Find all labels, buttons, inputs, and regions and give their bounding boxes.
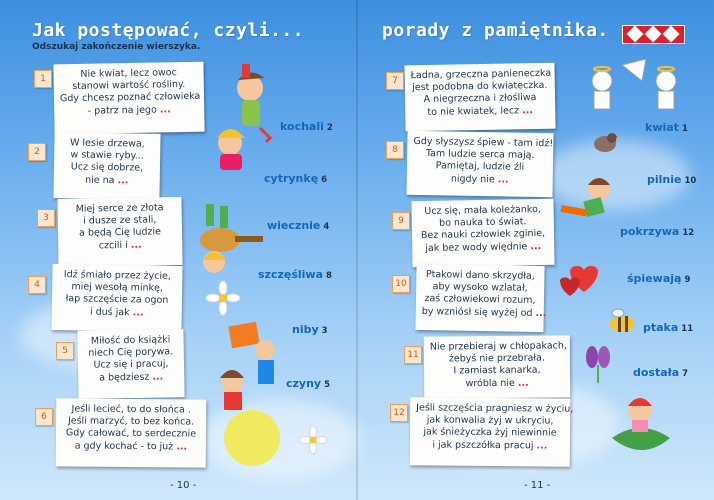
kids-on-ball-illustration xyxy=(210,320,290,470)
card-number-badge: 2 xyxy=(28,143,46,161)
flying-couple-illustration xyxy=(200,58,280,173)
bee-icon xyxy=(604,306,640,336)
answer-word: ptaka 11 xyxy=(643,321,694,334)
card-number-badge: 6 xyxy=(35,408,53,426)
answer-word: pilnie 10 xyxy=(647,173,697,186)
page-number-right: - 11 - xyxy=(524,480,551,491)
poem-card: Gdy słyszysz śpiew - tam idź! Tam ludzie serca mają. Pamiętaj, ludzie źli nigdy nie ... xyxy=(406,131,553,198)
answer-word: wiecznie 4 xyxy=(267,219,330,232)
card-number-badge: 8 xyxy=(386,141,404,159)
page-spine xyxy=(356,0,358,500)
poem-card: Ucz się, mała koleżanko, bo nauka to świat. Bez nauki człowiek zginie, jak bez wody więdnie ... xyxy=(411,199,554,267)
answer-word: kwiat 1 xyxy=(645,121,688,134)
card-number-badge: 1 xyxy=(34,70,52,88)
right-page-title: porady z pamiętnika. xyxy=(382,20,609,41)
hearts-icon xyxy=(556,258,608,300)
decorative-banner xyxy=(622,25,685,44)
poem-card: Nie kwiat, lecz owoc stanowi wartość rośliny. Gdy chcesz poznać człowieka - patrz na jego ... xyxy=(53,62,204,135)
poem-card: Jeśli lecieć, to do słońca . Jeśli marzyć, to bez końca. Gdy całować, to serdecznie a gdy kochać - to już ... xyxy=(56,398,207,467)
guitar-kid-illustration xyxy=(190,200,265,280)
poem-card: Jeśli szczęścia pragniesz w życiu, jak konwalia żyj w ukryciu, jak śnieżyczka żyj niewinnie i jak pszczółka pracuj ... xyxy=(410,397,571,466)
poem-card: Ptakowi dano skrzydła, aby wysoko wzlatał, zaś człowiekowi rozum, by wzniósł się wyżej od ... xyxy=(415,264,544,332)
daisy-flower-icon xyxy=(205,280,241,316)
poem-card: Ładna, grzeczna panieneczka jest podobna do kwiateczka. A niegrzeczna i złośliwa to nie kwiatek, lecz ... xyxy=(404,63,555,132)
poem-card: Miej serce ze złota i dusze ze stali, a będą Cię ludzie czcili i ... xyxy=(57,197,182,267)
card-number-badge: 5 xyxy=(56,342,74,360)
answer-word: cytrynkę 6 xyxy=(264,172,328,185)
card-number-badge: 12 xyxy=(390,404,408,422)
answer-word: szczęśliwa 8 xyxy=(258,268,332,281)
card-number-badge: 3 xyxy=(37,209,55,227)
crocus-flower-icon xyxy=(580,343,616,387)
answer-word: pokrzywa 12 xyxy=(620,225,695,238)
poem-card: Nie przebieraj w chłopakach, żebyś nie przebrała. I zamiast kanarka, wróbla nie ... xyxy=(424,335,571,398)
daisy-flower-icon xyxy=(298,425,328,455)
angels-with-letter-illustration xyxy=(584,55,684,115)
answer-word: dostała 7 xyxy=(633,366,689,379)
card-number-badge: 11 xyxy=(404,346,422,364)
answer-word: kochali 2 xyxy=(280,120,333,133)
poem-card: W lesie drzewa, w stawie ryby... Ucz się dobrze, nie na ... xyxy=(53,132,160,200)
page-number-left: - 10 - xyxy=(170,480,197,491)
poem-card: Idź śmiało przez życie, miej wesołą minkę, łap szczęście za ogon i duś jak ... xyxy=(51,264,182,332)
card-number-badge: 7 xyxy=(386,72,404,90)
subtitle: Odszukaj zakończenie wierszyka. xyxy=(32,42,201,52)
card-number-badge: 10 xyxy=(392,275,410,293)
card-number-badge: 9 xyxy=(392,212,410,230)
poem-card: Miłość do książki niech Cię porywa. Ucz się i pracuj, a będziesz ... xyxy=(77,329,184,399)
girl-on-leaves-illustration xyxy=(606,388,676,460)
answer-word: czyny 5 xyxy=(286,377,331,390)
answer-word: niby 3 xyxy=(292,323,328,336)
card-number-badge: 4 xyxy=(28,276,46,294)
answer-word: śpiewają 9 xyxy=(627,272,691,285)
left-page-title: Jak postępować, czyli... xyxy=(32,20,305,41)
jumping-boy-illustration xyxy=(553,173,623,228)
sparrow-icon xyxy=(590,128,620,156)
